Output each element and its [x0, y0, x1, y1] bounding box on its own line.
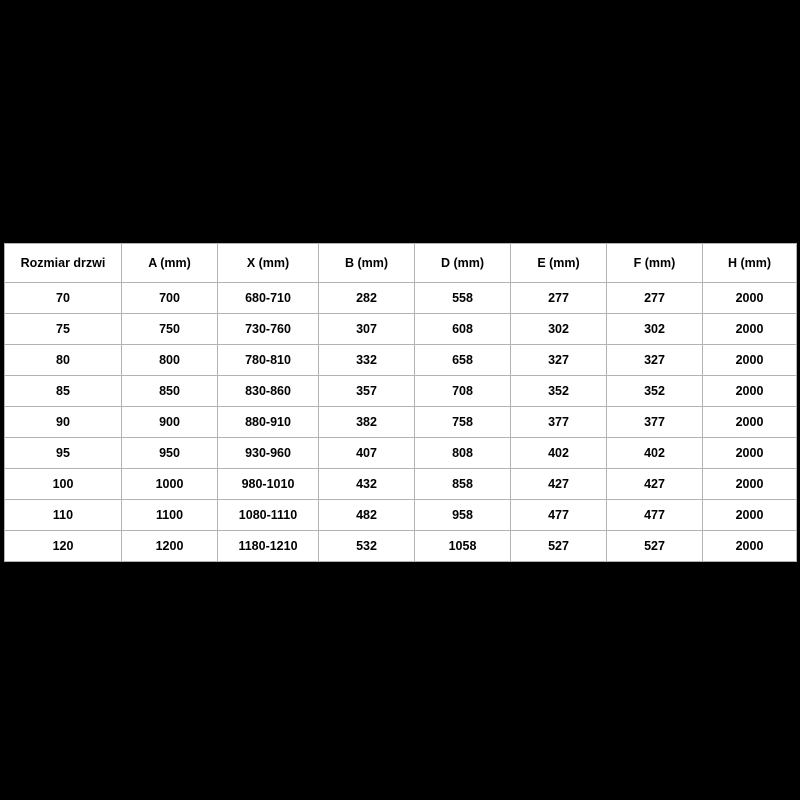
cell-door-size: 95 [5, 438, 122, 469]
cell-h: 2000 [703, 531, 797, 562]
cell-b: 407 [319, 438, 415, 469]
column-header-e: E (mm) [511, 244, 607, 283]
cell-x: 1080-1110 [218, 500, 319, 531]
table-row [5, 469, 797, 500]
cell-a: 850 [122, 376, 218, 407]
cell-b: 332 [319, 345, 415, 376]
cell-door-size: 110 [5, 500, 122, 531]
cell-d: 758 [415, 407, 511, 438]
cell-d: 558 [415, 283, 511, 314]
cell-b: 382 [319, 407, 415, 438]
column-header-b: B (mm) [319, 244, 415, 283]
column-header-h: H (mm) [703, 244, 797, 283]
table-row [5, 438, 797, 469]
cell-d: 608 [415, 314, 511, 345]
cell-door-size: 85 [5, 376, 122, 407]
cell-a: 1100 [122, 500, 218, 531]
column-header-door-size: Rozmiar drzwi [5, 244, 122, 283]
cell-h: 2000 [703, 376, 797, 407]
cell-x: 930-960 [218, 438, 319, 469]
cell-x: 830-860 [218, 376, 319, 407]
table-row [5, 500, 797, 531]
cell-door-size: 70 [5, 283, 122, 314]
cell-h: 2000 [703, 314, 797, 345]
table-row [5, 283, 797, 314]
cell-f: 327 [607, 345, 703, 376]
cell-d: 858 [415, 469, 511, 500]
cell-b: 357 [319, 376, 415, 407]
cell-f: 402 [607, 438, 703, 469]
cell-e: 302 [511, 314, 607, 345]
cell-a: 1200 [122, 531, 218, 562]
cell-e: 277 [511, 283, 607, 314]
cell-door-size: 75 [5, 314, 122, 345]
table-row [5, 531, 797, 562]
cell-d: 1058 [415, 531, 511, 562]
cell-h: 2000 [703, 500, 797, 531]
cell-a: 950 [122, 438, 218, 469]
column-header-f: F (mm) [607, 244, 703, 283]
cell-x: 980-1010 [218, 469, 319, 500]
cell-h: 2000 [703, 407, 797, 438]
cell-b: 432 [319, 469, 415, 500]
column-header-d: D (mm) [415, 244, 511, 283]
cell-e: 377 [511, 407, 607, 438]
cell-f: 302 [607, 314, 703, 345]
cell-e: 477 [511, 500, 607, 531]
cell-b: 282 [319, 283, 415, 314]
cell-f: 427 [607, 469, 703, 500]
cell-b: 532 [319, 531, 415, 562]
cell-d: 808 [415, 438, 511, 469]
table-row [5, 407, 797, 438]
cell-d: 658 [415, 345, 511, 376]
cell-e: 327 [511, 345, 607, 376]
column-header-a: A (mm) [122, 244, 218, 283]
cell-h: 2000 [703, 283, 797, 314]
cell-b: 482 [319, 500, 415, 531]
cell-door-size: 80 [5, 345, 122, 376]
table-header-row [5, 244, 797, 283]
cell-a: 750 [122, 314, 218, 345]
cell-b: 307 [319, 314, 415, 345]
size-table-container [4, 243, 796, 562]
cell-d: 708 [415, 376, 511, 407]
cell-a: 800 [122, 345, 218, 376]
cell-h: 2000 [703, 438, 797, 469]
table-row [5, 345, 797, 376]
cell-x: 1180-1210 [218, 531, 319, 562]
cell-door-size: 120 [5, 531, 122, 562]
cell-e: 402 [511, 438, 607, 469]
cell-f: 377 [607, 407, 703, 438]
table-row [5, 314, 797, 345]
door-size-table [4, 243, 797, 562]
cell-h: 2000 [703, 469, 797, 500]
column-header-x: X (mm) [218, 244, 319, 283]
cell-f: 277 [607, 283, 703, 314]
cell-x: 680-710 [218, 283, 319, 314]
cell-a: 1000 [122, 469, 218, 500]
cell-h: 2000 [703, 345, 797, 376]
cell-door-size: 100 [5, 469, 122, 500]
table-row [5, 376, 797, 407]
cell-e: 427 [511, 469, 607, 500]
cell-d: 958 [415, 500, 511, 531]
cell-door-size: 90 [5, 407, 122, 438]
cell-e: 527 [511, 531, 607, 562]
cell-a: 900 [122, 407, 218, 438]
cell-f: 352 [607, 376, 703, 407]
cell-f: 527 [607, 531, 703, 562]
cell-x: 780-810 [218, 345, 319, 376]
cell-f: 477 [607, 500, 703, 531]
cell-x: 730-760 [218, 314, 319, 345]
cell-x: 880-910 [218, 407, 319, 438]
cell-e: 352 [511, 376, 607, 407]
cell-a: 700 [122, 283, 218, 314]
